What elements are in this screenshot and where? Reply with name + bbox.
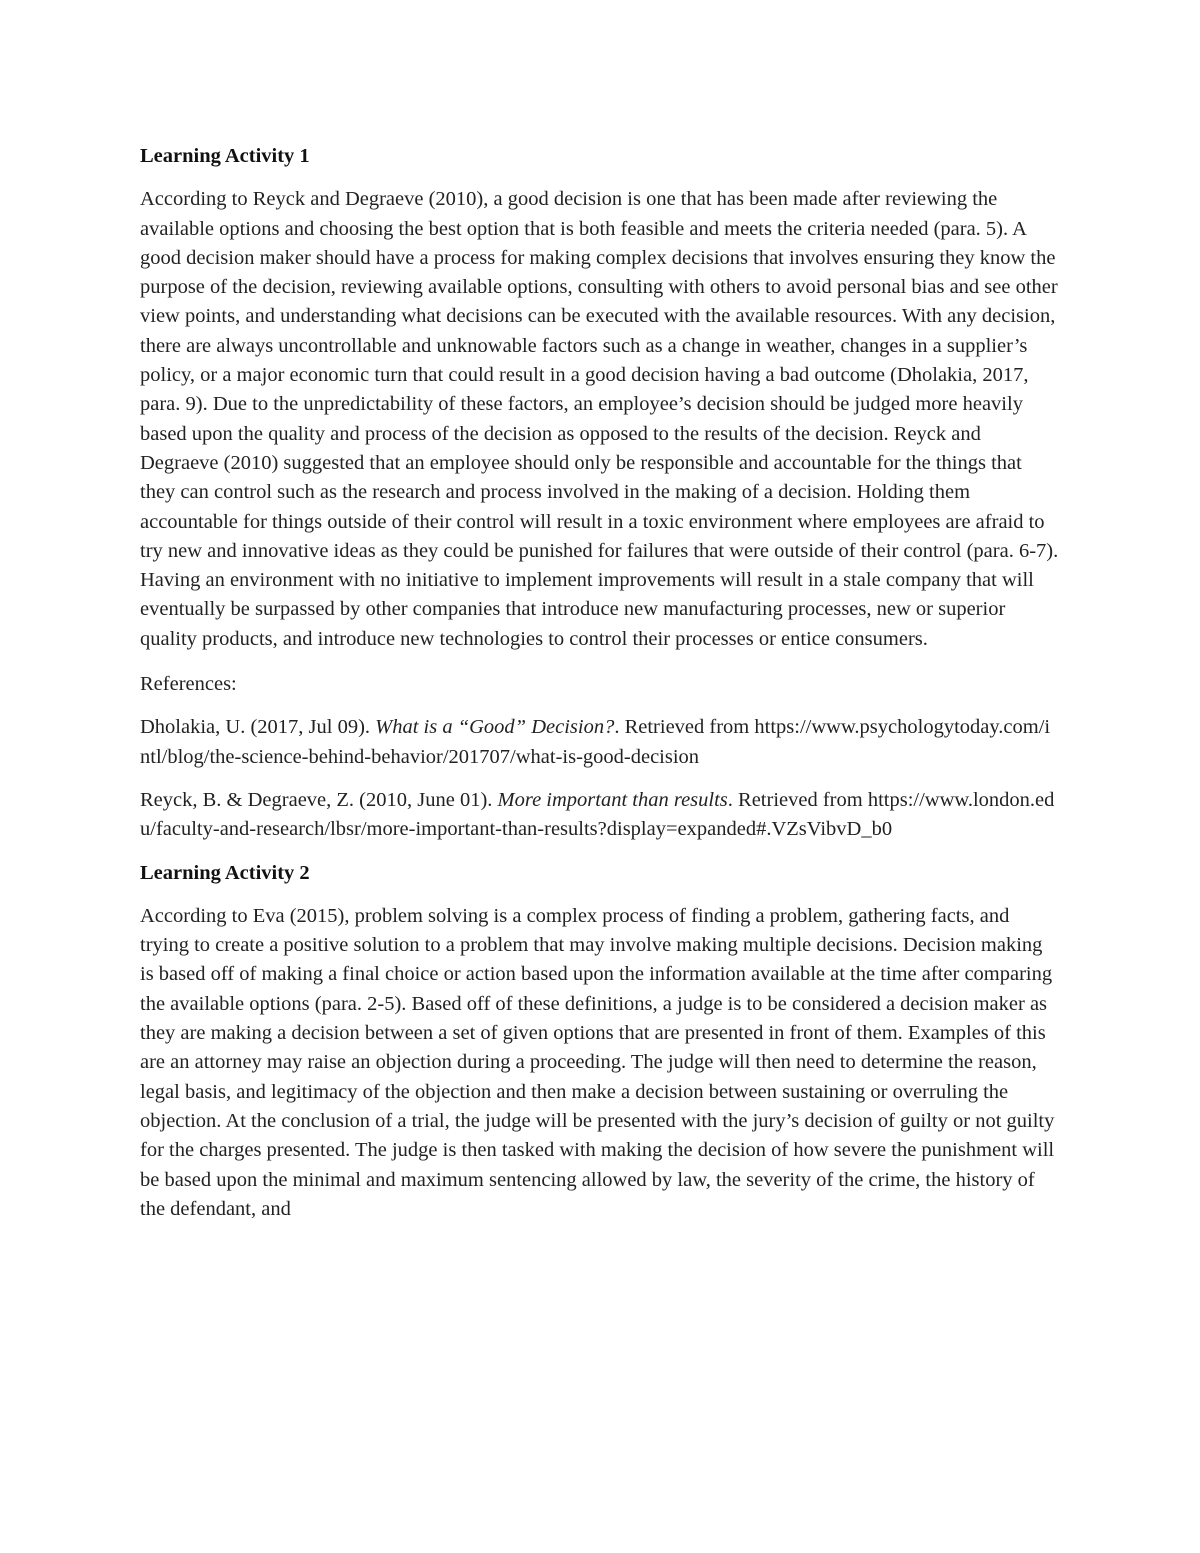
- reference-url[interactable]: https://www.london.edu/faculty-and-research/lbsr/more-important-than-results?display=expanded#.VZsVibvD_b0: [140, 788, 1055, 841]
- learning-activity-2-paragraph: According to Eva (2015), problem solving is a complex process of finding a problem, gathering facts, and trying to create a positive solution to a problem that may involve making multiple decisions. Decision making is based off of making a final choice or action based upon the information available at the time after comparing the available options (para. 2-5). Based off of these definitions, a judge is to be considered a decision maker as they are making a decision between a set of given options that are presented in front of them. Examples of this are an attorney may raise an objection during a proceeding. The judge will then need to determine the reason, legal basis, and legitimacy of the objection and then make a decision between sustaining or overruling the objection. At the conclusion of a trial, the judge will be presented with the jury’s decision of guilty or not guilty for the charges presented. The judge is then tasked with making the decision of how severe the punishment will be based upon the minimal and maximum sentencing allowed by law, the severity of the crime, the history of the defendant, and: [140, 904, 1055, 1220]
- reference-retrieved: . Retrieved from: [614, 716, 750, 739]
- references-label: References:: [140, 673, 237, 696]
- reference-authors: Dholakia, U. (2017, Jul 09).: [140, 716, 376, 739]
- reference-entry-reyck: [140, 786, 1060, 845]
- learning-activity-2-heading: Learning Activity 2: [140, 861, 310, 884]
- reference-title: What is a “Good” Decision?: [375, 716, 615, 739]
- learning-activity-1-section: [140, 142, 1060, 654]
- reference-url[interactable]: https://www.psychologytoday.com/intl/blog/the-science-behind-behavior/201707/what-is-good-decision: [140, 716, 1051, 768]
- learning-activity-1-heading: Learning Activity 1: [140, 145, 310, 167]
- references-section: [140, 670, 1060, 844]
- reference-retrieved: . Retrieved from: [727, 788, 863, 811]
- document-page: [140, 142, 1060, 1240]
- reference-title: More important than results: [497, 788, 728, 811]
- learning-activity-2-section: [140, 859, 1060, 1225]
- reference-entry-dholakia: [140, 713, 1060, 772]
- learning-activity-1-paragraph: According to Reyck and Degraeve (2010), a good decision is one that has been made after reviewing the available options and choosing the best option that is both feasible and meets the criteria needed (para. 5). A good decision maker should have a process for making complex decisions that involves ensuring they know the purpose of the decision, reviewing available options, consulting with others to avoid personal bias and see other view points, and understanding what decisions can be executed with the available resources. With any decision, there are always uncontrollable and unknowable factors such as a change in weather, changes in a supplier’s policy, or a major economic turn that could result in a good decision having a bad outcome (Dholakia, 2017, para. 9). Due to the unpredictability of these factors, an employee’s decision should be judged more heavily based upon the quality and process of the decision as opposed to the results of the decision. Reyck and Degraeve (2010) suggested that an employee should only be responsible and accountable for the things that they can control such as the research and process involved in the making of a decision. Holding them accountable for things outside of their control will result in a toxic environment where employees are afraid to try new and innovative ideas as they could be punished for failures that were outside of their control (para. 6-7). Having an environment with no initiative to implement improvements will result in a stale company that will eventually be surpassed by other companies that introduce new manufacturing processes, new or superior quality products, and introduce new technologies to control their processes or entice consumers.: [140, 188, 1059, 650]
- reference-authors: Reyck, B. & Degraeve, Z. (2010, June 01).: [140, 788, 498, 811]
